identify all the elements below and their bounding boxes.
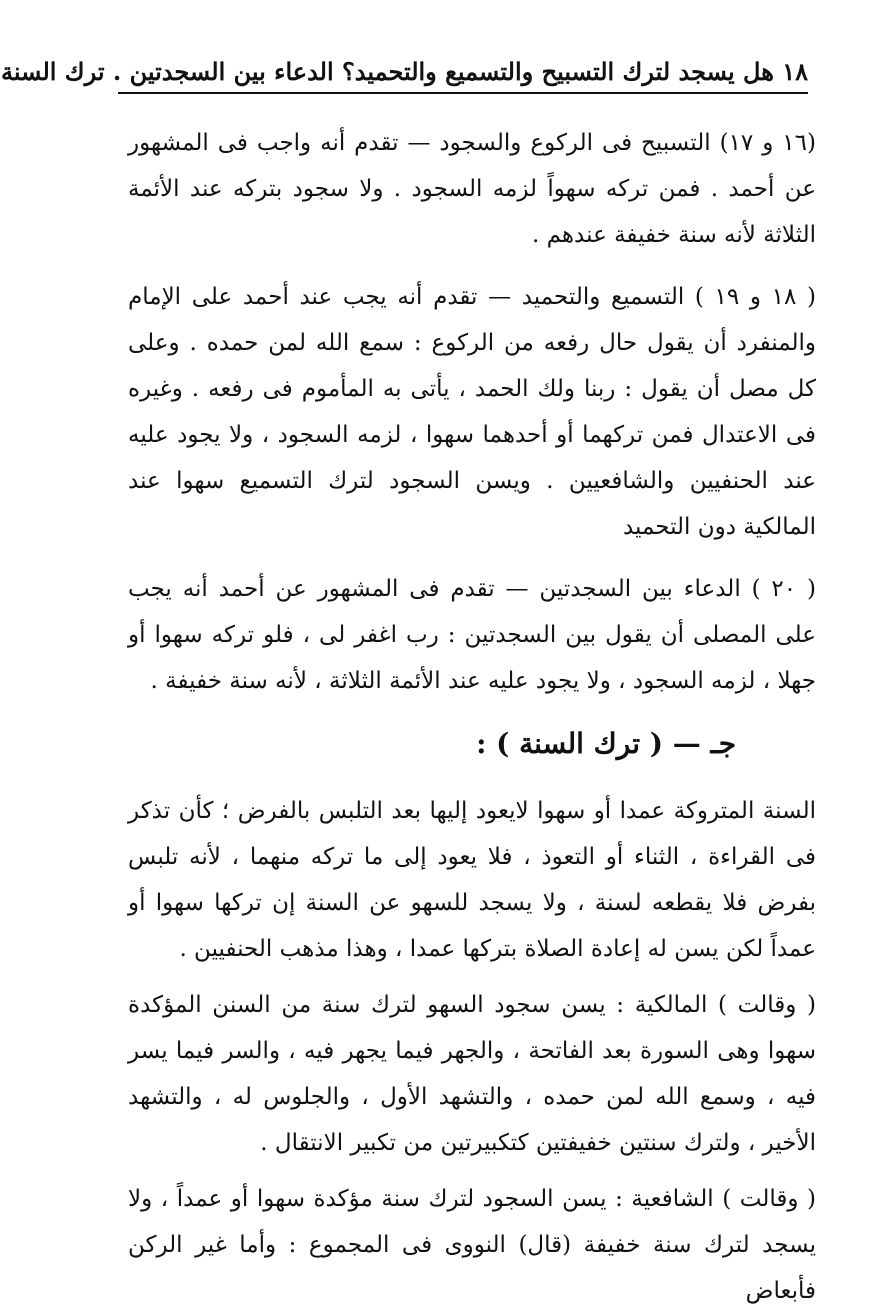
page-header-title: ١٨ هل يسجد لترك التسبيح والتسميع والتحميد؟ الدعاء بين السجدتين . ترك السنة — [0, 57, 808, 86]
paragraph-tasbih: (١٦ و ١٧) التسبيح فى الركوع والسجود — تقدم أنه واجب فى المشهور عن أحمد . فمن تركه سهواً لزمه السجود . ولا سجود بتركه عند الأئمة الثلاثة لأنه سنة خفيفة عندهم . — [128, 130, 816, 248]
paragraph-maliki-view: ( وقالت ) المالكية : يسن سجود السهو لترك سنة من السنن المؤكدة سهوا وهى السورة بعد الفاتحة ، والجهر فيما يجهر فيه ، والسر فيما يسر فيه ، وسمع الله لمن حمده ، والتشهد الأول ، والجلوس له ، والتشهد الأخير ، ولترك سنتين خفيفتين كتكبيرتين من تكبير الانتقال . — [128, 992, 816, 1156]
page-body — [128, 120, 816, 1314]
paragraph-shafii-view: ( وقالت ) الشافعية : يسن السجود لترك سنة مؤكدة سهوا أو عمداً ، ولا يسجد لترك سنة خفيفة (قال) النووى فى المجموع : وأما غير الركن فأبعاض — [128, 1186, 816, 1304]
paragraph-tasmee-tahmeed: ( ١٨ و ١٩ ) التسميع والتحميد — تقدم أنه يجب عند أحمد على الإمام والمنفرد أن يقول حال رفعه من الركوع : سمع الله لمن حمده . وعلى كل مصل أن يقول : ربنا ولك الحمد ، يأتى به المأموم فى رفعه . وغيره فى الاعتدال فمن تركهما أو أحدهما سهوا ، لزمه السجود ، ولا يجود عليه عند الحنفيين والشافعيين . ويسن السجود لترك التسميع سهوا عند المالكية دون التحميد — [128, 284, 816, 540]
paragraph-dua-between-sajdatain: ( ٢٠ ) الدعاء بين السجدتين — تقدم فى المشهور عن أحمد أنه يجب على المصلى أن يقول بين السجدتين : رب اغفر لى ، فلو تركه سهوا أو جهلا ، لزمه السجود ، ولا يجود عليه عند الأئمة الثلاثة ، لأنه سنة خفيفة . — [128, 576, 816, 694]
section-heading-tark-sunnah: جـ — ( ترك السنة ) : — [476, 727, 736, 760]
paragraph-hanafi-view: السنة المتروكة عمدا أو سهوا لايعود إليها بعد التلبس بالفرض ؛ كأن تذكر فى القراءة ، الثناء أو التعوذ ، فلا يعود إلى ما تركه منهما ، لأنه تلبس بفرض فلا يقطعه لسنة ، ولا يسجد للسهو عن السنة إن تركها سهوا أو عمداً لكن يسن له إعادة الصلاة بتركها عمدا ، وهذا مذهب الحنفيين . — [128, 798, 816, 962]
running-header — [0, 44, 808, 94]
